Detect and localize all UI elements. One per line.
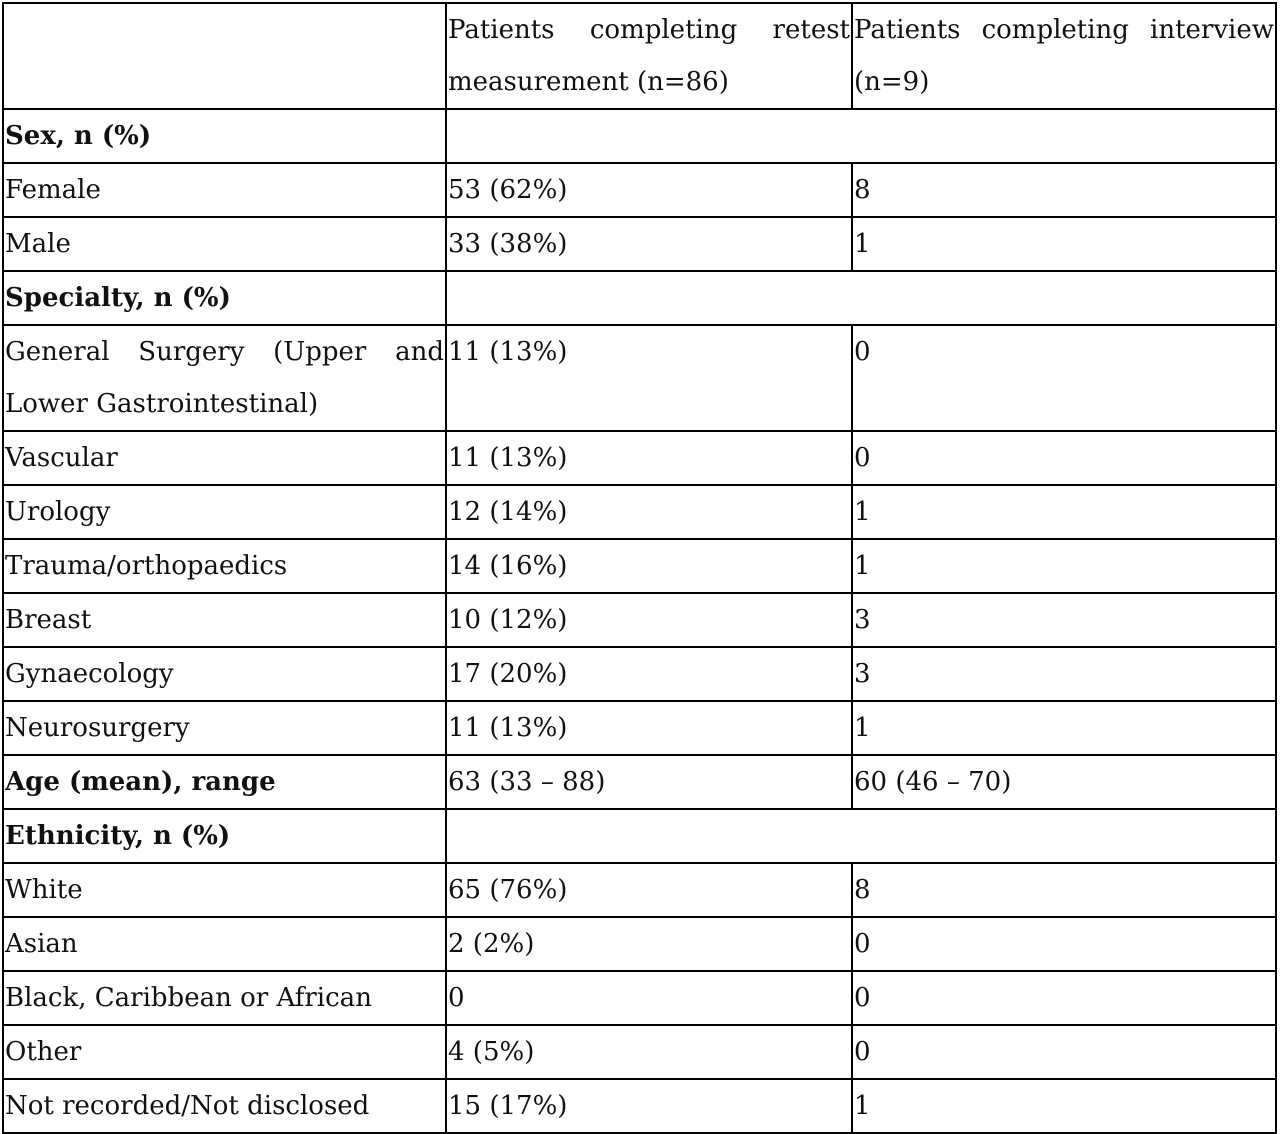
retest-value: 12 (14%) [446,485,852,539]
retest-value: 14 (16%) [446,539,852,593]
interview-value: 3 [852,647,1276,701]
interview-value: 0 [852,431,1276,485]
interview-value: 1 [852,539,1276,593]
table-row [3,163,1276,217]
row-label: Neurosurgery [3,701,446,755]
interview-value: 1 [852,701,1276,755]
row-label: Not recorded/Not disclosed [3,1079,446,1133]
header-retest: Patients completing retest measurement (n=86) [446,3,852,109]
retest-value: 11 (13%) [446,325,852,431]
interview-value: 8 [852,863,1276,917]
retest-value: 33 (38%) [446,217,852,271]
interview-value: 60 (46 – 70) [852,755,1276,809]
interview-value: 1 [852,1079,1276,1133]
row-label: Urology [3,485,446,539]
retest-value: 2 (2%) [446,917,852,971]
row-label: Black, Caribbean or African [3,971,446,1025]
table-row [3,325,1276,431]
interview-value: 0 [852,917,1276,971]
section-spacer [446,109,1276,163]
row-label: Vascular [3,431,446,485]
interview-value: 0 [852,325,1276,431]
table-row [3,863,1276,917]
header-row [3,3,1276,109]
demographics-table [2,2,1277,1134]
retest-value: 11 (13%) [446,431,852,485]
interview-value: 0 [852,971,1276,1025]
section-row-ethnicity [3,809,1276,863]
table-row [3,971,1276,1025]
table-row [3,593,1276,647]
table-row [3,539,1276,593]
retest-value: 65 (76%) [446,863,852,917]
table-row [3,701,1276,755]
retest-value: 4 (5%) [446,1025,852,1079]
section-heading-ethnicity: Ethnicity, n (%) [3,809,446,863]
row-label-age: Age (mean), range [3,755,446,809]
retest-value: 11 (13%) [446,701,852,755]
row-label: General Surgery (Upper and Lower Gastrointestinal) [3,325,446,431]
retest-value: 17 (20%) [446,647,852,701]
table-row [3,917,1276,971]
table-row [3,485,1276,539]
row-label: Male [3,217,446,271]
table-row-age [3,755,1276,809]
section-heading-specialty: Specialty, n (%) [3,271,446,325]
row-label: Gynaecology [3,647,446,701]
retest-value: 53 (62%) [446,163,852,217]
row-label: Trauma/orthopaedics [3,539,446,593]
retest-value: 15 (17%) [446,1079,852,1133]
retest-value: 0 [446,971,852,1025]
interview-value: 1 [852,217,1276,271]
row-label: Other [3,1025,446,1079]
retest-value: 10 (12%) [446,593,852,647]
table-row [3,647,1276,701]
section-spacer [446,809,1276,863]
header-interview: Patients completing interview (n=9) [852,3,1276,109]
interview-value: 3 [852,593,1276,647]
interview-value: 1 [852,485,1276,539]
interview-value: 0 [852,1025,1276,1079]
row-label: Breast [3,593,446,647]
table-row [3,1025,1276,1079]
row-label: Female [3,163,446,217]
section-spacer [446,271,1276,325]
retest-value: 63 (33 – 88) [446,755,852,809]
row-label: Asian [3,917,446,971]
table-row [3,431,1276,485]
section-row-sex [3,109,1276,163]
interview-value: 8 [852,163,1276,217]
table-row [3,1079,1276,1133]
table-row [3,217,1276,271]
section-row-specialty [3,271,1276,325]
header-empty-cell [3,3,446,109]
row-label: White [3,863,446,917]
section-heading-sex: Sex, n (%) [3,109,446,163]
